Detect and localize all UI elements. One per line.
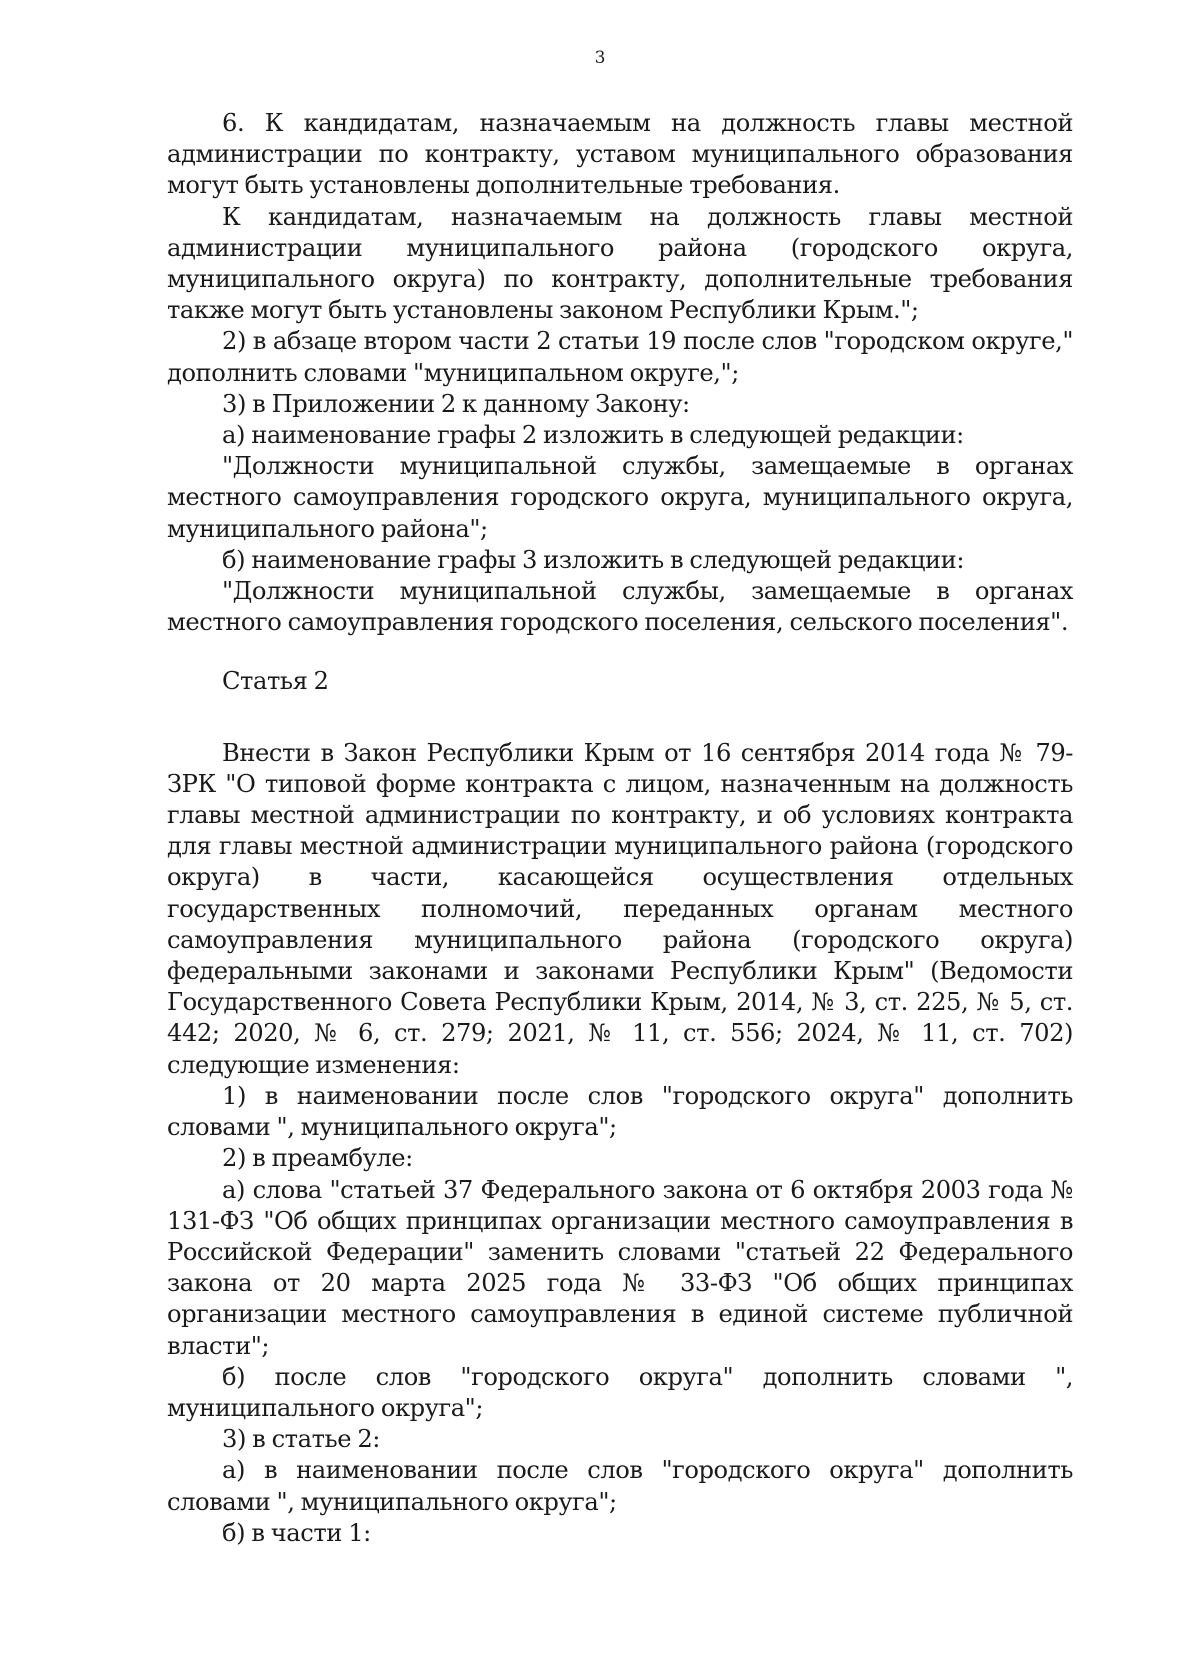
- paragraph: а) наименование графы 2 изложить в следующей редакции:: [222, 421, 964, 450]
- paragraph: "Должности муниципальной службы, замещаемые в органах местного самоуправления городского поселения, сельского поселения".: [167, 577, 1073, 637]
- paragraph: а) слова "статьей 37 Федерального закона от 6 октября 2003 года № 131-ФЗ "Об общих принципах организации местного самоуправления в Российской Федерации" заменить словами "статьей 22 Федерального закона от 20 марта 2025 года № 33-ФЗ "Об общих принципах организации местного самоуправления в единой системе публичной власти";: [167, 1175, 1073, 1360]
- paragraph: 6. К кандидатам, назначаемым на должность главы местной администрации по контракту, уставом муниципального образования могут быть установлены дополнительные требования.: [167, 109, 1073, 200]
- paragraph: "Должности муниципальной службы, замещаемые в органах местного самоуправления городского округа, муниципального округа, муниципального района";: [167, 452, 1073, 543]
- paragraph: 1) в наименовании после слов "городского округа" дополнить словами ", муниципального округа";: [167, 1081, 1073, 1142]
- paragraph: 2) в преамбуле:: [222, 1144, 413, 1173]
- paragraph: К кандидатам, назначаемым на должность главы местной администрации муниципального района (городского округа, муниципального округа) по контракту, дополнительные требования также могут быть установлены законом Республики Крым.";: [167, 202, 1073, 325]
- article-heading: Статья 2: [222, 667, 329, 696]
- paragraph: б) в части 1:: [222, 1518, 371, 1547]
- document-body: [167, 108, 1073, 1549]
- paragraph: б) наименование графы 3 изложить в следующей редакции:: [222, 545, 965, 574]
- paragraph: а) в наименовании после слов "городского округа" дополнить словами ", муниципального округа";: [167, 1456, 1073, 1516]
- paragraph: Внести в Закон Республики Крым от 16 сентября 2014 года № 79-ЗРК "О типовой форме контракта с лицом, назначенным на должность главы местной администрации по контракту, и об условиях контракта для главы местной администрации муниципального района (городского округа) в части, касающейся осуществления отдельных государственных полномочий, переданных органам местного самоуправления муниципального района (городского округа) федеральными законами и законами Республики Крым" (Ведомости Государственного Совета Республики Крым, 2014, № 3, ст. 225, № 5, ст. 442; 2020, № 6, ст. 279; 2021, № 11, ст. 556; 2024, № 11, ст. 702) следующие изменения:: [167, 738, 1073, 1079]
- paragraph: 3) в Приложении 2 к данному Закону:: [222, 389, 690, 418]
- paragraph: 3) в статье 2:: [222, 1425, 380, 1454]
- paragraph: б) после слов "городского округа" дополнить словами ", муниципального округа";: [167, 1362, 1073, 1422]
- paragraph: 2) в абзаце втором части 2 статьи 19 после слов "городском округе," дополнить словами "муниципальном округе,";: [167, 327, 1073, 387]
- page-number: 3: [594, 48, 606, 68]
